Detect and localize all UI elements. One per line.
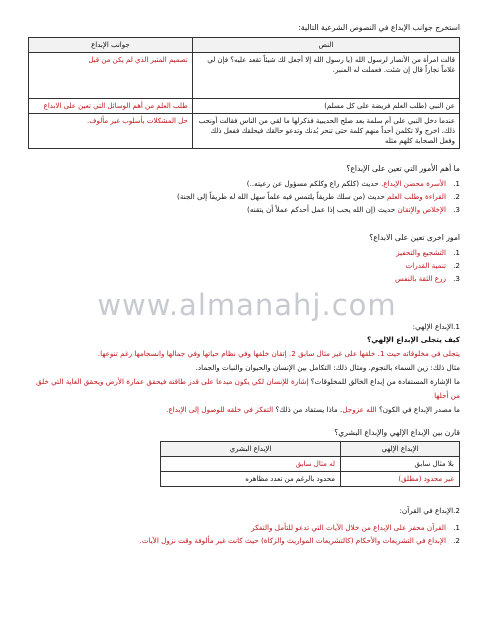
helpers-list <box>28 177 460 216</box>
ilahi-cell: بلا مثال سابق <box>341 457 460 472</box>
list-item: 2.تنمية القدرات <box>405 261 460 270</box>
question-2-title: ما أهم الأمور التي تعين على الإبداع؟ <box>346 164 460 173</box>
nas-cell: عندما دخل النبي على أم سلمة بعد صلح الحديبية فذكرلها ما لقي من الناس فقالت أونحب ذلك، اخرج ولا تكلمن أحداً منهم كلمة حتى تنحر بُدنك وتدعو حالقك فيحلقك ففعل ذلك وفعل الصحابة كلهم مثله <box>192 114 459 149</box>
compare-table <box>160 441 460 487</box>
table-header-row <box>29 38 460 53</box>
table-row <box>29 53 460 99</box>
benefit-paragraph: ما الإشارة المستفادة من إبداع الخالق للمخلوقات؟ إشارة للإنسان لكي يكون مبدعا على قدر طاقته فيحقق عمارة الأرض ويحقق الغاية التي خلق من أجلها <box>35 377 460 400</box>
worksheet-page <box>28 22 460 547</box>
divine-creativity-answer: يتجلى في مخلوقاته حيث 1. خلقها على غير مثال سابق 2. إتقان خلقها وفي نظام حياتها وفي جمالها وانسجامها رغم تنوعها. <box>97 349 460 358</box>
ilahi-cell: غير محدود (مطلق) <box>341 472 460 487</box>
table-row <box>29 114 460 149</box>
header-nas: النص <box>192 38 459 53</box>
nas-cell: قالت امرأة من الأنصار لرسول الله (يا رسول الله إلا أجعل لك شيئاً تقعد عليه؟ فإن لي غلاماً نجاراً قال إن شئت. فعملت له المنبر. <box>192 53 459 99</box>
bashari-cell: محدود بالرغم من تعدد مظاهره <box>161 472 341 487</box>
section-1-heading: 1.الإبداع الإلهي: <box>412 322 460 331</box>
question-1-title: استخرج جوانب الإبداع في النصوص الشرعية التالية: <box>298 23 460 32</box>
list-item: 1.القرآن محفز على الإبداع من خلال الآيات التي تدعو للتأمل والتفكر <box>251 523 460 532</box>
table-row <box>29 99 460 114</box>
divine-creativity-example: مثال ذلك: زين السماء بالنجوم. ومثال ذلك: التكامل بين الإنسان والحيوان والنبات والجماد. <box>195 363 460 372</box>
question-3-title: امور اخرى تعين على الابداع؟ <box>369 233 460 242</box>
list-item: 3.الإخلاص والإتقان حديث (إن الله يحب إذا عمل أحدكم عملاً أن يتقنه) <box>247 205 460 214</box>
table-header-row <box>161 442 460 457</box>
table-row <box>161 472 460 487</box>
quran-creativity-list <box>28 521 460 547</box>
list-item: 3.زرع الثقة بالنفس <box>395 274 460 283</box>
list-item: 1.التشجيع والتحفيز <box>396 248 460 257</box>
header-bashari: الإبداع البشري <box>161 442 341 457</box>
jawanib-cell: حل المشكلات بأسلوب غير مألوف. <box>29 114 193 149</box>
divine-creativity-question: كيف يتجلى الإبداع الإلهي؟ <box>367 335 460 344</box>
jawanib-cell: طلب العلم من أهم الوسائل التي تعين على الابداع <box>29 99 193 114</box>
list-item: 1.الأسرة محضن الإبداع. حديث (كلكم راع وكلكم مسؤول عن رعيته..) <box>246 179 460 188</box>
creativity-texts-table <box>28 37 460 149</box>
header-ilahi: الإبداع الإلهي <box>341 442 460 457</box>
jawanib-cell: تصميم المنبر الذي لم يكن من قبل <box>29 53 193 99</box>
nas-cell: عن النبي (طلب العلم فريضة على كل مسلم) <box>192 99 459 114</box>
list-item: 2.القراءة وطلب العلم حديث (من سلك طريقاً يلتمس فيه علماً سهل الله له طريقاً إلى الجنة) <box>177 192 460 201</box>
other-helpers-list <box>28 246 460 285</box>
compare-question: قارن بين الإبداع الإلهي والإبداع البشري؟ <box>334 428 460 437</box>
list-item: 2.الإبداع في التشريعات والأحكام (كالتشريعات المواريث والزكاة) حيث كانت غير مألوفة وقت نزول الآيات. <box>139 536 460 545</box>
table-row <box>161 457 460 472</box>
site-watermark: www.almanahj.com <box>97 288 397 322</box>
source-paragraph: ما مصدر الإبداع في الكون؟ الله عزوجل. ماذا يستفاد من ذلك؟ التفكر في خلقه للوصول إلى الإبداع. <box>166 405 460 414</box>
header-jawanib: جوانب الإبداع <box>29 38 193 53</box>
section-2-heading: 2.الإبداع في القرآن: <box>399 506 460 515</box>
bashari-cell: له مثال سابق <box>161 457 341 472</box>
